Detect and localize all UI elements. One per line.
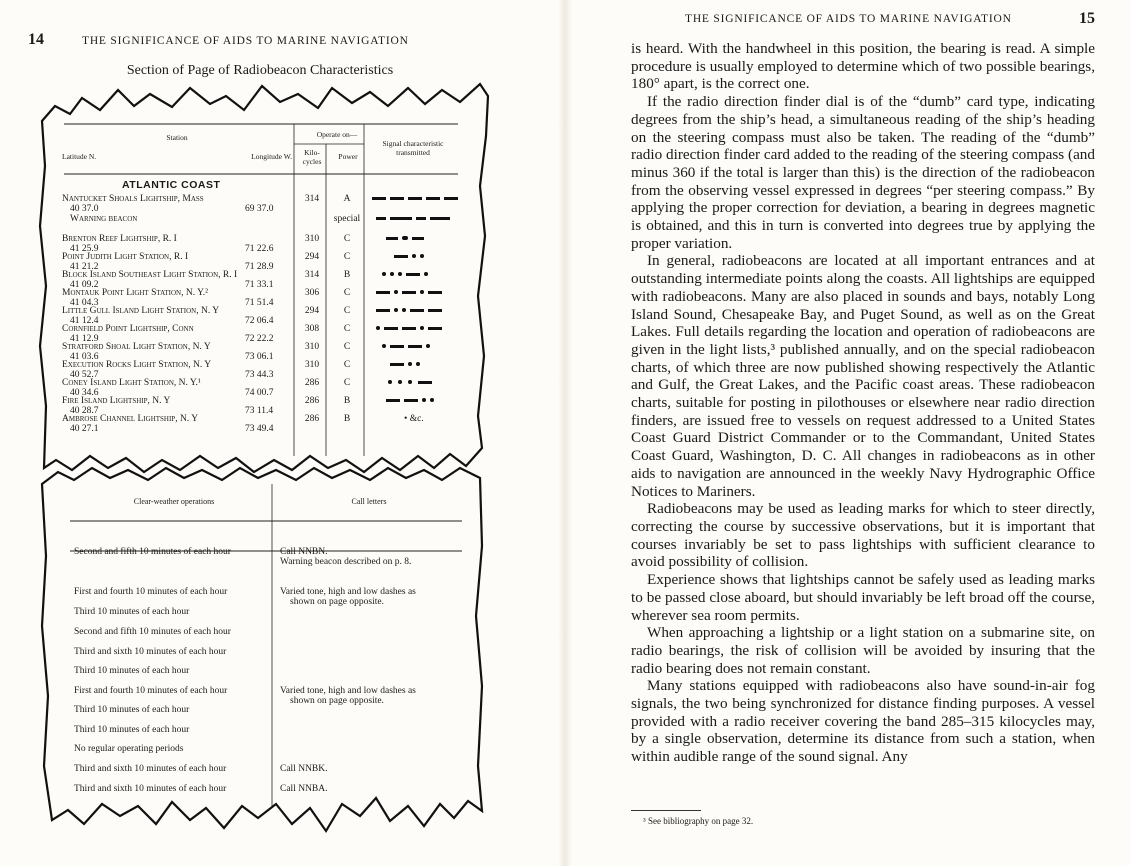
- call-line: Varied tone, high and low dashes as: [280, 686, 416, 696]
- latitude-header: Latitude N.: [62, 152, 97, 161]
- station-kilocycles: 308: [304, 324, 320, 334]
- station-kilocycles: 314: [304, 270, 320, 280]
- signal-mark: [426, 197, 440, 200]
- page-number: 14: [28, 31, 44, 48]
- signal-mark: [382, 272, 386, 276]
- signal-mark: [382, 344, 386, 348]
- signal-mark: [402, 291, 416, 294]
- call-line: Call NNBK.: [280, 764, 328, 774]
- station-power: A: [343, 194, 351, 204]
- signal-mark: [384, 327, 398, 330]
- signal-mark: [390, 272, 394, 276]
- signal-characteristic: [372, 414, 457, 424]
- signal-mark: [398, 380, 402, 384]
- operation-period: Third and sixth 10 minutes of each hour: [74, 784, 227, 794]
- station-kilocycles: 314: [304, 194, 320, 204]
- station-longitude: 73 44.3: [245, 370, 274, 380]
- signal-mark: [420, 254, 424, 258]
- call-line: Varied tone, high and low dashes as: [280, 587, 416, 597]
- station-power: special: [333, 214, 361, 224]
- station-name: Execution Rocks Light Station, N. Y: [62, 360, 212, 370]
- station-latitude: 40 28.7: [70, 406, 99, 416]
- paragraph: If the radio direction finder dial is of the “dumb” card type, indicating degrees from the ship’s head, a simultaneous reading of the ship’s heading on the steering compass must also be taken. The reading of the “dumb” radio direction finder card added to the reading of the steering compass (and minus 360 if the total is larger than this) is the direction of the radiobeacon from the observing vessel expressed in degrees “per steering compass.” By applying the proper correction for deviation, a bearing in degrees magnetic is obtained, and this in turn is converted into degrees true by applying the proper variation.: [631, 93, 1095, 252]
- call-letters: [280, 547, 411, 567]
- station-name: Fire Island Lightship, N. Y: [62, 396, 171, 406]
- signal-mark: [398, 272, 402, 276]
- operations-header: Clear-weather operations: [133, 497, 215, 506]
- station-kilocycles: 310: [304, 234, 320, 244]
- call-letters-header: Call letters: [351, 497, 387, 506]
- signal-mark: [390, 345, 404, 348]
- footnote: ³ See bibliography on page 32.: [643, 816, 754, 826]
- signal-mark: [390, 197, 404, 200]
- signal-characteristic: [372, 324, 457, 334]
- signal-mark: [416, 362, 420, 366]
- station-latitude: 41 21.2: [70, 262, 99, 272]
- operation-period: First and fourth 10 minutes of each hour: [74, 587, 228, 597]
- station-kilocycles: 286: [304, 396, 320, 406]
- signal-characteristic: [372, 342, 457, 352]
- signal-mark: [430, 217, 450, 220]
- station-kilocycles: 286: [304, 414, 320, 424]
- operation-period: Third and sixth 10 minutes of each hour: [74, 764, 227, 774]
- operation-period: First and fourth 10 minutes of each hour: [74, 686, 228, 696]
- station-name: Warning beacon: [70, 214, 138, 224]
- station-power: C: [343, 378, 351, 388]
- section-title: Section of Page of Radiobeacon Characteristics: [126, 63, 394, 78]
- signal-mark: [420, 290, 424, 294]
- signal-mark: [406, 273, 420, 276]
- operation-period: Third 10 minutes of each hour: [74, 666, 190, 676]
- station-longitude: 73 06.1: [245, 352, 274, 362]
- station-name: Coney Island Light Station, N. Y.¹: [62, 378, 201, 388]
- station-longitude: 71 22.6: [245, 244, 274, 254]
- operations-table: [44, 468, 476, 820]
- station-longitude: 72 22.2: [245, 334, 274, 344]
- signal-mark: [402, 236, 408, 240]
- signal-mark: [408, 362, 412, 366]
- signal-characteristic: [372, 360, 457, 370]
- paragraph: Experience shows that lightships cannot be safely used as leading marks to be passed close aboard, but should invariably be left broad off the course, wherever sea room permits.: [631, 571, 1095, 624]
- signal-characteristic: [372, 306, 457, 316]
- signal-mark: [390, 363, 404, 366]
- station-latitude: 41 09.2: [70, 280, 99, 290]
- signal-mark: [376, 217, 386, 220]
- signal-mark: [444, 197, 458, 200]
- station-name: Stratford Shoal Light Station, N. Y: [62, 342, 211, 352]
- signal-mark: [410, 309, 424, 312]
- signal-characteristic: [372, 194, 457, 204]
- right-page: [565, 0, 1130, 866]
- signal-mark: [394, 308, 398, 312]
- signal-mark: [412, 237, 424, 240]
- call-letters: [280, 686, 416, 706]
- signal-mark: [428, 291, 442, 294]
- station-latitude: 41 25.9: [70, 244, 99, 254]
- signal-mark: [394, 255, 408, 258]
- station-power: C: [343, 288, 351, 298]
- signal-mark: [420, 326, 424, 330]
- call-line: Call NNBN.: [280, 547, 328, 557]
- coast-heading: ATLANTIC COAST: [122, 179, 221, 191]
- power-header: Power: [338, 152, 358, 161]
- signal-mark: [418, 381, 432, 384]
- call-line: Call NNBA.: [280, 784, 328, 794]
- signal-mark: [412, 254, 416, 258]
- station-latitude: 40 34.6: [70, 388, 99, 398]
- signal-characteristic: [372, 396, 457, 406]
- station-latitude: 40 37.0: [70, 204, 99, 214]
- station-power: C: [343, 324, 351, 334]
- signal-characteristic: [372, 234, 457, 244]
- signal-characteristic: [372, 270, 457, 280]
- signal-mark: [390, 217, 412, 220]
- signal-mark: [376, 309, 390, 312]
- signal-mark: [394, 290, 398, 294]
- call-line-secondary: Warning beacon described on p. 8.: [280, 557, 412, 567]
- signal-mark: [430, 398, 434, 402]
- station-longitude: 71 28.9: [245, 262, 274, 272]
- paragraph: Many stations equipped with radiobeacons also have sound-in-air fog signals, the two being synchronized for distance finding purposes. A vessel provided with a radio receiver covering the band 285–315 kilocycles may, by a single observation, determine its distance from such a station, when within audible range of the sound signal. Any: [631, 677, 1095, 766]
- operation-period: No regular operating periods: [74, 744, 184, 754]
- station-kilocycles: 294: [304, 252, 320, 262]
- signal-mark: [376, 326, 380, 330]
- station-latitude: 41 12.4: [70, 316, 99, 326]
- paragraph: In general, radiobeacons are located at all important entrances and at outstanding intermediate points along the coasts. All lightships are equipped with radiobeacons. Many are also placed in sounds and bays, notably Long Island Sound, Chesapeake Bay, and Puget Sound, as well as on the Great Lakes. Full details regarding the location and operation of radiobeacons are given in the light lists,³ published annually, and on the special radiobeacon charts, of which three are now published showing respectively the Atlantic and Gulf, the Great Lakes, and the Pacific coast areas. These radiobeacon charts, suitable for posting in pilothouses or elsewhere near radio direction finders, are issued free to vessels on request addressed to a United States Coast Guard District Commander or to the Commandant, United States Coast Guard, Washington, D. C. All changes in radiobeacons as in other aids to navigation are announced in the weekly Navy Hydrographic Office Notices to Mariners.: [631, 252, 1095, 500]
- call-letters: [280, 764, 328, 774]
- station-longitude: 74 00.7: [245, 388, 274, 398]
- station-kilocycles: 294: [304, 306, 320, 316]
- station-kilocycles: 310: [304, 360, 320, 370]
- longitude-header: Longitude W.: [251, 152, 292, 161]
- body-text: [631, 40, 1095, 766]
- signal-mark: [416, 217, 426, 220]
- station-name: Point Judith Light Station, R. I: [62, 252, 189, 262]
- station-latitude: 41 12.9: [70, 334, 99, 344]
- station-name: Block Island Southeast Light Station, R. I: [62, 270, 238, 280]
- station-power: B: [343, 270, 351, 280]
- station-name: Little Gull Island Light Station, N. Y: [62, 306, 220, 316]
- running-head: THE SIGNIFICANCE OF AIDS TO MARINE NAVIGATION: [685, 13, 1012, 25]
- operation-period: Third 10 minutes of each hour: [74, 705, 190, 715]
- station-power: C: [343, 306, 351, 316]
- station-name: Ambrose Channel Lightship, N. Y: [62, 414, 199, 424]
- signal-mark: [376, 291, 390, 294]
- signal-mark: [402, 308, 406, 312]
- station-kilocycles: 310: [304, 342, 320, 352]
- station-longitude: 71 33.1: [245, 280, 274, 290]
- page-number: 15: [1079, 10, 1095, 27]
- station-latitude: 41 04.3: [70, 298, 99, 308]
- signal-characteristic: [372, 288, 457, 298]
- station-name: Montauk Point Light Station, N. Y.²: [62, 288, 208, 298]
- station-header: Station: [166, 133, 188, 142]
- station-power: C: [343, 234, 351, 244]
- station-longitude: 72 06.4: [245, 316, 274, 326]
- station-name: Brenton Reef Lightship, R. I: [62, 234, 177, 244]
- running-head: THE SIGNIFICANCE OF AIDS TO MARINE NAVIGATION: [82, 35, 409, 47]
- operation-period: Third and sixth 10 minutes of each hour: [74, 647, 227, 657]
- signal-characteristic: [372, 378, 457, 388]
- call-line-secondary: shown on page opposite.: [290, 597, 384, 607]
- call-line-secondary: shown on page opposite.: [290, 696, 384, 706]
- station-power: C: [343, 360, 351, 370]
- station-name: Cornfield Point Lightship, Conn: [62, 324, 194, 334]
- station-latitude: 40 27.1: [70, 424, 99, 434]
- signal-mark: [408, 197, 422, 200]
- operation-period: Second and fifth 10 minutes of each hour: [74, 627, 231, 637]
- station-kilocycles: 286: [304, 378, 320, 388]
- signal-header: Signal characteristic transmitted: [382, 139, 444, 157]
- signal-mark: [426, 344, 430, 348]
- signal-characteristic: [372, 252, 457, 262]
- signal-mark: [386, 399, 400, 402]
- footnote-rule: [631, 810, 701, 811]
- station-power: C: [343, 342, 351, 352]
- call-letters: [280, 784, 328, 794]
- signal-mark: [408, 345, 422, 348]
- signal-mark: [422, 398, 426, 402]
- paragraph: Radiobeacons may be used as leading marks for which to steer directly, correcting the course by successive observations, but it is important that courses invariably be set to pass lightships with sufficient clearance to avoid possibility of collision.: [631, 500, 1095, 571]
- operation-period: Second and fifth 10 minutes of each hour: [74, 547, 231, 557]
- station-power: B: [343, 396, 351, 406]
- signal-mark: [424, 272, 428, 276]
- operation-period: Third 10 minutes of each hour: [74, 607, 190, 617]
- signal-mark: [428, 309, 442, 312]
- call-letters: [280, 587, 416, 607]
- signal-characteristic: [372, 214, 457, 224]
- signal-mark: [372, 197, 386, 200]
- station-power: B: [343, 414, 351, 424]
- signal-mark: [402, 327, 416, 330]
- station-longitude: 71 51.4: [245, 298, 274, 308]
- station-longitude: 69 37.0: [245, 204, 274, 214]
- operate-on-header: Operate on—: [316, 130, 358, 139]
- operation-period: Third 10 minutes of each hour: [74, 725, 190, 735]
- signal-mark: [428, 327, 442, 330]
- station-latitude: 41 03.6: [70, 352, 99, 362]
- station-longitude: 73 11.4: [245, 406, 274, 416]
- station-latitude: 40 52.7: [70, 370, 99, 380]
- signal-mark: [408, 380, 412, 384]
- station-power: C: [343, 252, 351, 262]
- station-name: Nantucket Shoals Lightship, Mass: [62, 194, 204, 204]
- station-kilocycles: 306: [304, 288, 320, 298]
- paragraph: When approaching a lightship or a light station on a submarine site, on radio bearings, the risk of collision will be avoided by insuring that the radio bearing does not remain constant.: [631, 624, 1095, 677]
- kilocycles-header: Kilo- cycles: [302, 148, 322, 166]
- station-longitude: 73 49.4: [245, 424, 274, 434]
- paragraph: is heard. With the handwheel in this position, the bearing is read. A simple procedure is usually employed to determine which of two possible bearings, 180° apart, is the correct one.: [631, 40, 1095, 93]
- signal-mark: [404, 399, 418, 402]
- signal-text: • &c.: [404, 414, 424, 424]
- signal-mark: [386, 237, 398, 240]
- signal-mark: [388, 380, 392, 384]
